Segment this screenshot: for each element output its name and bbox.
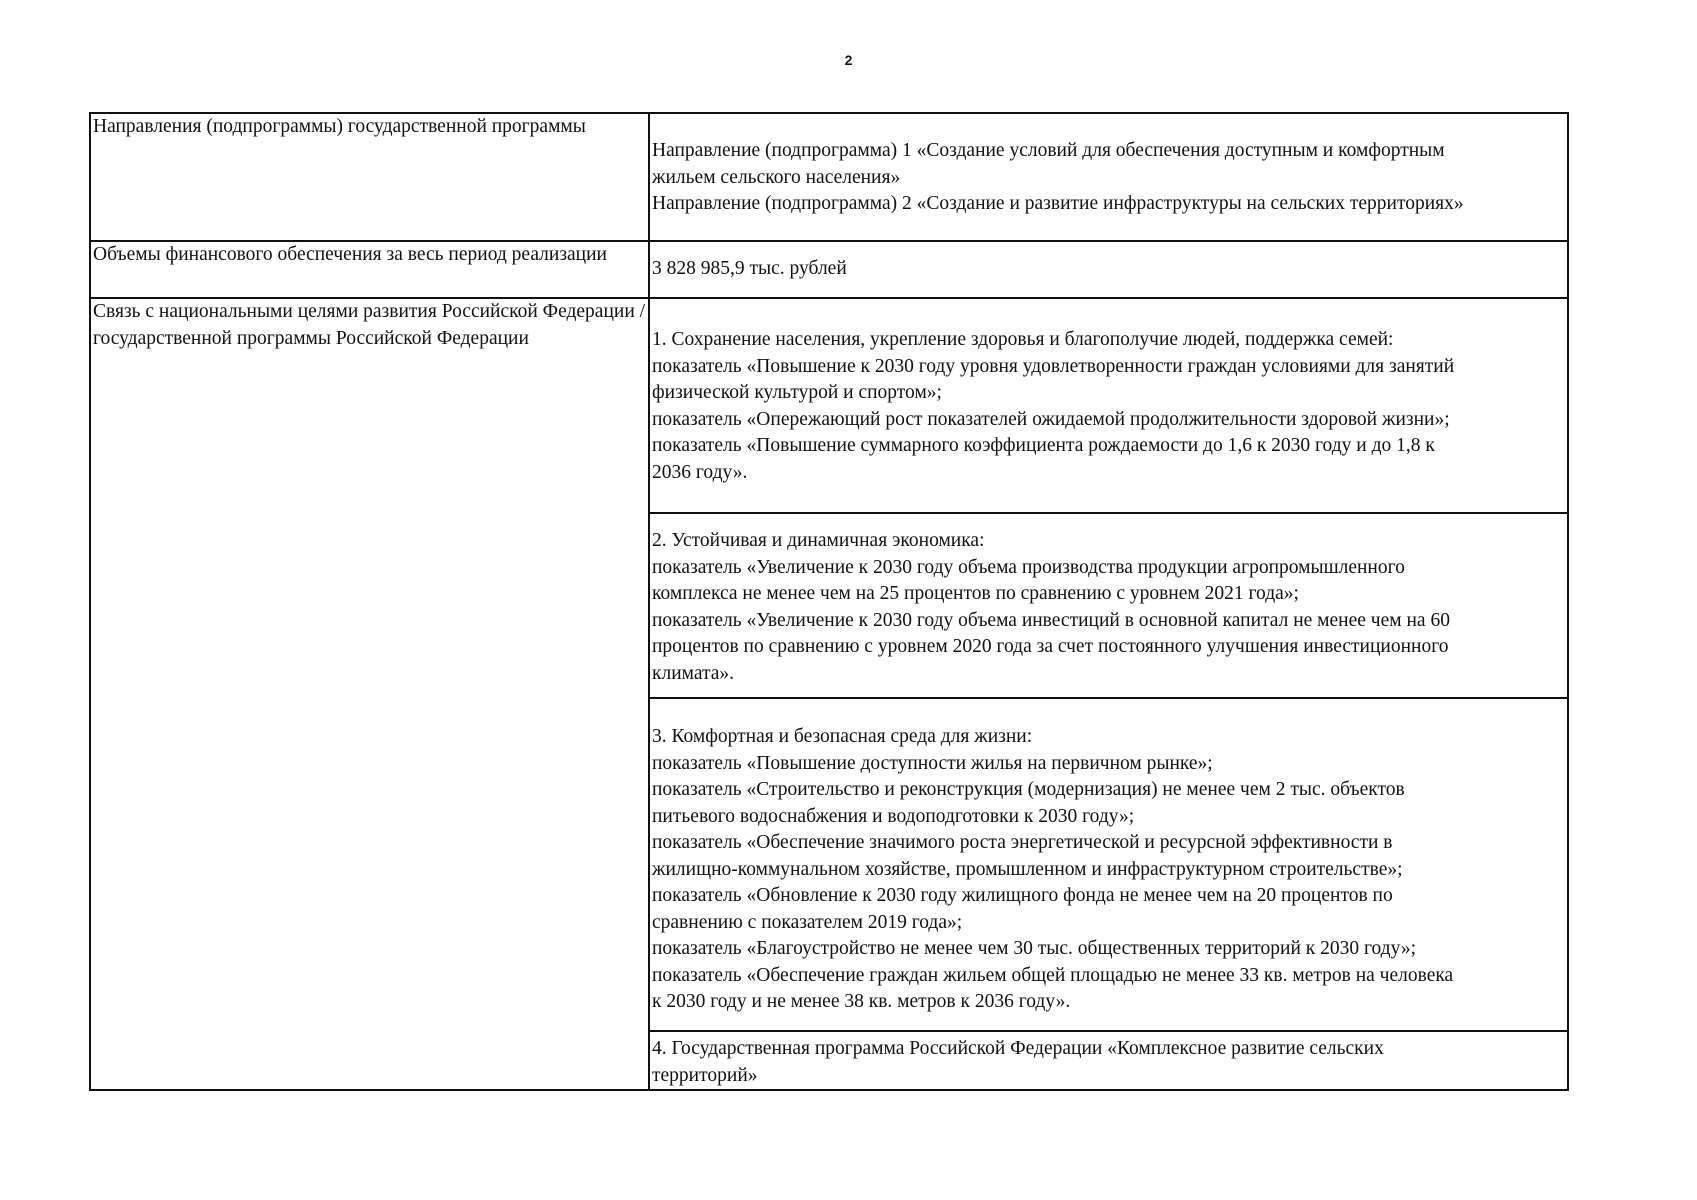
row-label: Направления (подпрограммы) государственной программы: [93, 116, 586, 137]
value-line: Направление (подпрограмма) 2 «Создание и развитие инфраструктуры на сельских территориях»: [652, 193, 1464, 214]
value-line: показатель «Опережающий рост показателей ожидаемой продолжительности здоровой жизни»;: [652, 408, 1450, 430]
financing-amount: 3 828 985,9 тыс. рублей: [652, 258, 847, 279]
value-line: показатель «Повышение суммарного коэффициента рождаемости до 1,6 к 2030 году и до 1,8 к: [652, 435, 1435, 456]
value-line: показатель «Строительство и реконструкция (модернизация) не менее чем 2 тыс. объектов: [652, 779, 1405, 800]
value-line: питьевого водоснабжения и водоподготовки к 2030 году»;: [652, 805, 1135, 827]
goal-block-3: [649, 698, 1568, 1031]
row-value-cell: [649, 241, 1568, 298]
row-label-cell: [90, 241, 649, 298]
value-line: показатель «Увеличение к 2030 году объема производства продукции агропромышленного: [652, 556, 1405, 578]
value-line: показатель «Обновление к 2030 году жилищного фонда не менее чем на 20 процентов по: [652, 885, 1393, 906]
goal-block-1: [649, 298, 1568, 513]
value-line: жильем сельского населения»: [652, 166, 901, 188]
value-line: сравнению с показателем 2019 года»;: [652, 911, 963, 933]
value-line: показатель «Обеспечение граждан жильем общей площадью не менее 33 кв. метров на человека: [652, 964, 1454, 986]
value-line: 2036 году».: [652, 461, 748, 483]
value-line: комплекса не менее чем на 25 процентов по сравнению с уровнем 2021 года»;: [652, 583, 1299, 604]
table-row: [90, 298, 1568, 513]
value-line: жилищно-коммунальном хозяйстве, промышленном и инфраструктурном строительстве»;: [652, 858, 1403, 880]
value-line: территорий»: [652, 1064, 758, 1086]
value-line: показатель «Увеличение к 2030 году объема инвестиций в основной капитал не менее чем на 60: [652, 609, 1450, 631]
value-line: показатель «Обеспечение значимого роста энергетической и ресурсной эффективности в: [652, 832, 1393, 853]
value-line: показатель «Повышение к 2030 году уровня удовлетворенности граждан условиями для занятий: [652, 355, 1455, 377]
table-row: [90, 113, 1568, 241]
value-line: климата».: [652, 662, 735, 684]
value-line: 4. Государственная программа Российской Федерации «Комплексное развитие сельских: [652, 1038, 1384, 1059]
row-value-cell: [649, 113, 1568, 241]
value-line: показатель «Повышение доступности жилья на первичном рынке»;: [652, 752, 1213, 774]
value-line: 2. Устойчивая и динамичная экономика:: [652, 530, 985, 551]
program-passport-table: [89, 112, 1569, 1091]
value-line: Направление (подпрограмма) 1 «Создание условий для обеспечения доступным и комфортным: [652, 140, 1445, 161]
value-line: физической культурой и спортом»;: [652, 382, 942, 403]
value-line: показатель «Благоустройство не менее чем 30 тыс. общественных территорий к 2030 году»;: [652, 938, 1417, 959]
goal-block-2: [649, 513, 1568, 698]
value-line: процентов по сравнению с уровнем 2020 года за счет постоянного улучшения инвестиционного: [652, 636, 1449, 657]
table-row: [90, 241, 1568, 298]
row-label-cell: [90, 113, 649, 241]
row-label: Связь с национальными целями развития Российской Федерации / государственной программы Российской Федерации: [93, 301, 646, 349]
page-number: 2: [844, 52, 853, 68]
row-label: Объемы финансового обеспечения за весь период реализации: [93, 244, 607, 265]
row-label-cell: [90, 298, 649, 1090]
value-line: 1. Сохранение населения, укрепление здоровья и благополучие людей, поддержка семей:: [652, 329, 1394, 350]
value-line: 3. Комфортная и безопасная среда для жизни:: [652, 726, 1033, 747]
value-line: к 2030 году и не менее 38 кв. метров к 2036 году».: [652, 991, 1071, 1012]
goal-block-4: [649, 1031, 1568, 1090]
